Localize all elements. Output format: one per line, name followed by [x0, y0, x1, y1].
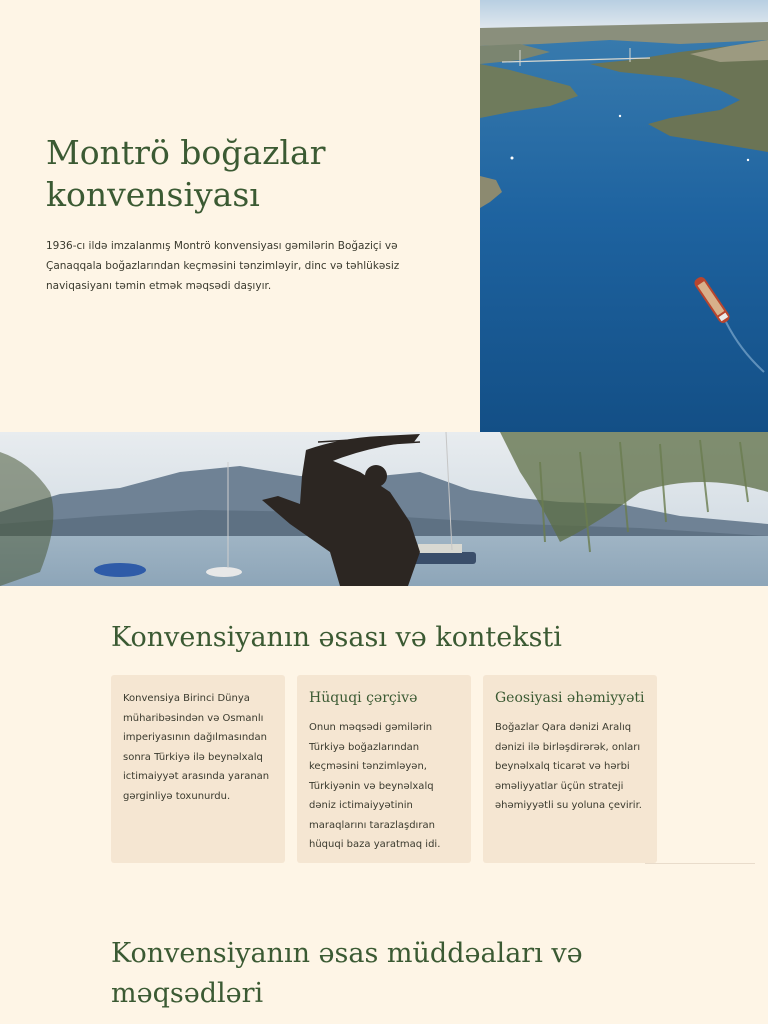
lake-statue-image	[0, 432, 768, 586]
section-title-provisions: Konvensiyanın əsas müddəaları və məqsədləri	[111, 938, 583, 1009]
bosphorus-aerial-image	[480, 0, 768, 432]
hero-description: 1936-cı ildə imzalanmış Montrö konvensiyası gəmilərin Boğaziçi və Çanaqqala boğazlarından keçməsini tənzimləyir, dinc və təhlükəsiz naviqasiyanı təmin etmək məqsədi daşıyır.	[46, 240, 400, 292]
divider	[645, 863, 755, 864]
hero-text-block	[46, 132, 426, 307]
context-card-geopolitical	[483, 675, 657, 863]
card-text: Konvensiya Birinci Dünya müharibəsindən və Osmanlı imperiyasının dağılmasından sonra Türkiyə ilə beynəlxalq ictimaiyyət arasında yaranan gərginliyə toxunurdu.	[123, 693, 270, 802]
card-text: Onun məqsədi gəmilərin Türkiyə boğazlarından keçməsini tənzimləyən, Türkiyənin və beynəlxalq dəniz ictimaiyyətinin maraqlarını tarazlaşdıran hüquqi baza yaratmaq idi.	[309, 722, 441, 850]
card-title: Geosiyasi əhəmiyyəti	[495, 690, 645, 706]
context-card-background	[111, 675, 285, 863]
context-card-legal-framework	[297, 675, 471, 863]
card-text: Boğazlar Qara dənizi Aralıq dənizi ilə birləşdirərək, onları beynəlxalq ticarət və hərbi əməliyyatlar üçün strateji əhəmiyyətli su yoluna çevirir.	[495, 722, 642, 811]
hero-section	[0, 0, 768, 432]
page-title: Montrö boğazlar konvensiyası	[46, 133, 326, 214]
section-title-context: Konvensiyanın əsası və konteksti	[111, 622, 562, 653]
banner-photo	[0, 432, 768, 586]
card-title: Hüquqi çərçivə	[309, 690, 418, 706]
hero-photo	[480, 0, 768, 432]
